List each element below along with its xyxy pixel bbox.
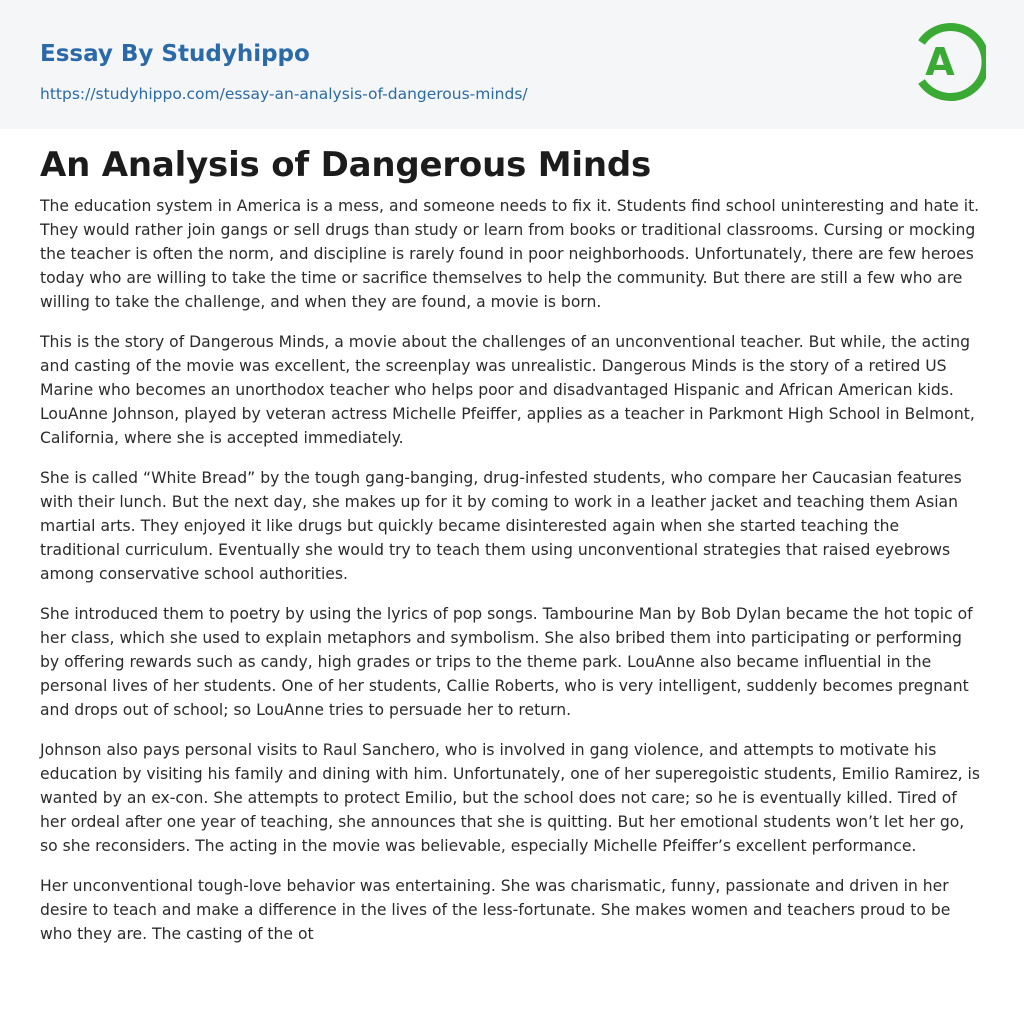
- studyhippo-logo-icon[interactable]: [912, 19, 986, 105]
- paragraph: This is the story of Dangerous Minds, a movie about the challenges of an unconventional teacher. But while, the acting and casting of the movie was excellent, the screenplay was unrealistic. Dangerous Minds is the story of a retired US Marine who becomes an unorthodox teacher who helps poor and disadvantaged Hispanic and African American kids. LouAnne Johnson, played by veteran actress Michelle Pfeiffer, applies as a teacher in Parkmont High School in Belmont, California, where she is accepted immediately.: [40, 333, 975, 447]
- paragraph: Johnson also pays personal visits to Raul Sanchero, who is involved in gang violence, and attempts to motivate his education by visiting his family and dining with him. Unfortunately, one of her superegoistic students, Emilio Ramirez, is wanted by an ex-con. She attempts to protect Emilio, but the school does not care; so he is eventually killed. Tired of her ordeal after one year of teaching, she announces that she is quitting. But her emotional students won’t let her go, so she reconsiders. The acting in the movie was believable, especially Michelle Pfeiffer’s excellent performance.: [40, 741, 981, 855]
- logo-letter: A: [925, 40, 955, 84]
- paragraph: She introduced them to poetry by using the lyrics of pop songs. Tambourine Man by Bob Dylan became the hot topic of her class, which she used to explain metaphors and symbolism. She also bribed them into participating or performing by offering rewards such as candy, high grades or trips to the theme park. LouAnne also became influential in the personal lives of her students. One of her students, Callie Roberts, who is very intelligent, suddenly becomes pregnant and drops out of school; so LouAnne tries to persuade her to return.: [40, 605, 973, 719]
- paragraph: She is called “White Bread” by the tough gang-banging, drug-infested students, who compare her Caucasian features with their lunch. But the next day, she makes up for it by coming to work in a leather jacket and teaching them Asian martial arts. They enjoyed it like drugs but quickly became disinterested again when she started teaching the traditional curriculum. Eventually she would try to teach them using unconventional strategies that raised eyebrows among conservative school authorities.: [40, 469, 962, 583]
- paragraph: Her unconventional tough-love behavior was entertaining. She was charismatic, funny, passionate and driven in her desire to teach and make a difference in the lives of the less-fortunate. She makes women and teachers proud to be who they are. The casting of the ot: [40, 877, 951, 943]
- site-header: [0, 0, 1024, 129]
- essay-body: [40, 194, 984, 962]
- paragraph: The education system in America is a mess, and someone needs to fix it. Students find school uninteresting and hate it. They would rather join gangs or sell drugs than study or learn from books or traditional classrooms. Cursing or mocking the teacher is often the norm, and discipline is rarely found in poor neighborhoods. Unfortunately, there are few heroes today who are willing to take the time or sacrifice themselves to help the community. But there are still a few who are willing to take the challenge, and when they are found, a movie is born.: [40, 197, 980, 311]
- brand-title[interactable]: Essay By Studyhippo: [40, 41, 310, 67]
- page-title: An Analysis of Dangerous Minds: [40, 145, 652, 185]
- essay-url-link[interactable]: https://studyhippo.com/essay-an-analysis-of-dangerous-minds/: [40, 85, 528, 103]
